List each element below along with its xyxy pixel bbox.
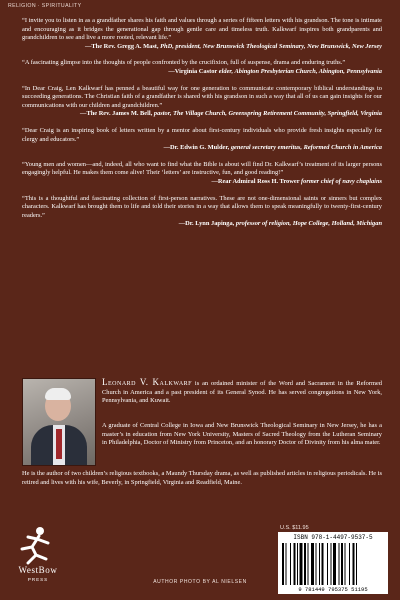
author-name: Leonard V. Kalkwarf: [102, 377, 193, 387]
endorsement-quote: “This is a thoughtful and fascinating collection of first-person narratives. These are not one-dimensional saints or sinners but complex characters. Kalkwarf has brought them to life and told their stories in a way that allows them to speak meaningfully to twenty-first-century readers.”: [22, 194, 382, 219]
endorsement-author-name: —Rear Admiral Ross H. Trower: [211, 177, 300, 185]
endorsement-author-title: former chief of navy chaplains: [301, 177, 382, 185]
category-label: RELIGION · SPIRITUALITY: [8, 3, 82, 9]
publisher-tagline: PRESS: [27, 577, 49, 582]
isbn-label: ISBN 978-1-4497-9537-5: [293, 534, 373, 541]
barcode-number: [278, 586, 388, 593]
endorsement-author-name: —The Rev. Gregg A. Mast,: [84, 42, 159, 50]
author-bio-paragraph-1: [102, 378, 382, 406]
endorsement-author-name: —Dr. Edwin G. Mulder,: [163, 144, 230, 152]
endorsement-author-title: elder, Abington Presbyterian Church, Abington, Pennsylvania: [218, 67, 382, 75]
endorsement: [22, 85, 382, 119]
endorsement-author: [22, 144, 382, 153]
endorsement-author: [22, 110, 382, 119]
endorsement-author-title: professor of religion, Hope College, Holland, Michigan: [235, 220, 382, 228]
endorsement-quote: “A fascinating glimpse into the thoughts of people confronted by the crucifixion, full of suspense, drama and enduring truths.”: [22, 59, 346, 67]
author-bio-text-1: is an ordained minister of the Word and Sacrament in the Reformed Church in America and a past president of its General Synod. He has served congregations in New York, Pennsylvania, and Kuwait.: [102, 380, 382, 405]
author-photo: [22, 378, 96, 466]
endorsement-quote: “Young men and women—and, indeed, all who want to find what the Bible is about will find Dr. Kalkwarf’s treatment of its larger persons engagingly helpful. He makes them come alive! Their ‘letters’ are instructive, fun, and good reading!”: [22, 160, 382, 177]
endorsement: [22, 17, 382, 51]
endorsement: [22, 195, 382, 229]
author-bio-paragraph-2: A graduate of Central College in Iowa and New Brunswick Theological Seminary in New Jersey, he has a master’s in education from New York University, Masters of Sacred Theology from the Lutheran Seminary in Philadelphia, Doctor of Ministry from Princeton, and an honorary Doctor of Divinity from his alma mater.: [102, 422, 382, 447]
endorsement-author: [22, 68, 382, 77]
endorsement-author-name: —The Rev. James M. Bell,: [80, 110, 153, 118]
endorsement-author-name: —Virginia Castor: [168, 67, 218, 75]
endorsement-author-title: PhD, president, New Brunswick Theological Seminary, New Brunswick, New Jersey: [160, 42, 382, 50]
endorsement-author: [22, 220, 382, 229]
endorsement-author: [22, 43, 382, 52]
runner-icon: [10, 525, 66, 565]
endorsement-author-title: general secretary emeritus, Reformed Church in America: [230, 144, 382, 152]
endorsement-quote: “Dear Craig is an inspiring book of letters written by a mentor about first-century individuals who provide fresh insights especially for clergy and educators.”: [22, 126, 382, 143]
author-photo-hair: [45, 388, 71, 400]
endorsement: [22, 59, 382, 76]
endorsement-quote: “In Dear Craig, Len Kalkwarf has penned a beautiful way for one generation to communicate contemporary biblical understandings to succeeding generations. The Christian faith of a grandfather is shared with his grandson in such a way that all of us can gain insights for our communications with our children and grandchildren.”: [22, 84, 382, 109]
price-label: U.S. $11.95: [280, 525, 309, 531]
endorsement-author-title: pastor, The Village Church, Greenspring Retirement Community, Springfield, Virginia: [153, 110, 382, 118]
endorsement-quote: “I invite you to listen in as a grandfather shares his faith and values through a series of fifteen letters with his grandson. The tone is intimate and encouraging as it bridges the generational gap through gentle care and timeless truth. Kalkwarf inspires both grandparents and grandchildren to see and live a more rooted, relevant life.”: [22, 17, 382, 42]
author-bio-paragraph-3: He is the author of two children’s religious textbooks, a Maundy Thursday drama, as well as published articles in religious periodicals. He is retired and lives with his wife, Beverly, in Springfield, Virginia and Readfield, Maine.: [22, 470, 382, 486]
endorsements: [22, 17, 382, 237]
publisher-name: WestBow: [18, 565, 58, 575]
photo-credit: AUTHOR PHOTO BY AL NIELSEN: [153, 579, 247, 585]
author-photo-tie: [56, 429, 62, 459]
endorsement: [22, 127, 382, 153]
barcode-price-code: 51195: [351, 586, 368, 593]
endorsement-author: [22, 178, 382, 187]
barcode-ean: 9 781449 795375: [298, 586, 348, 593]
endorsement-author-name: —Dr. Lynn Japinga,: [178, 220, 235, 228]
endorsement: [22, 161, 382, 187]
